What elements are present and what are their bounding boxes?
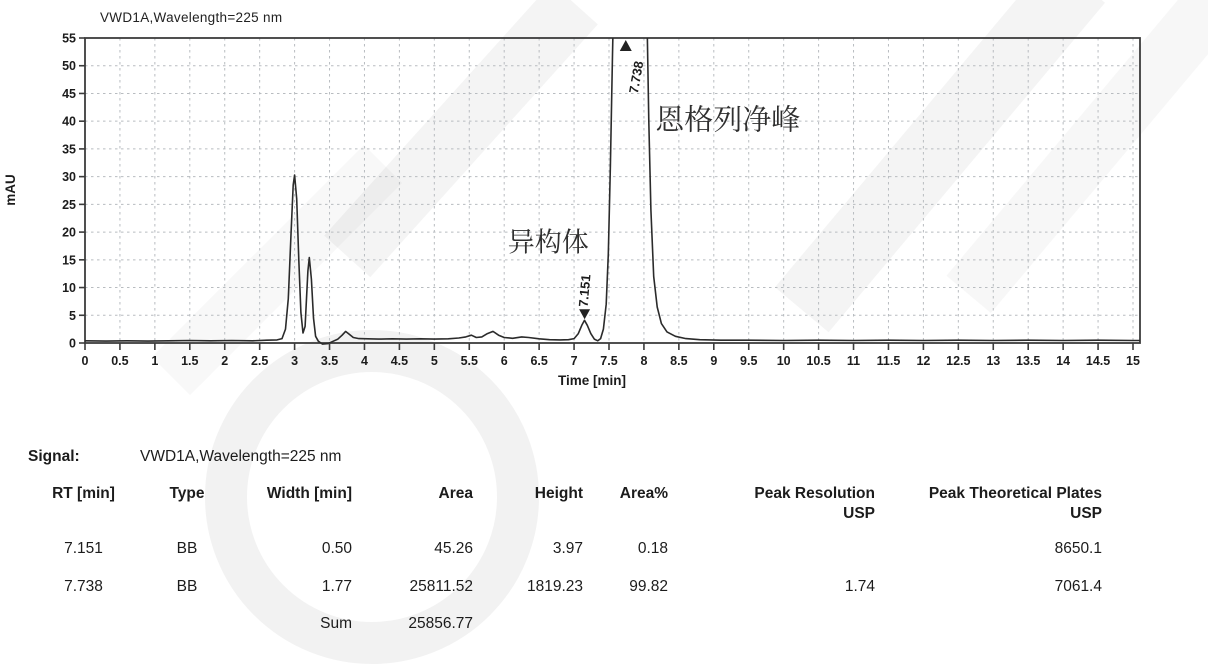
- cell-plates: 7061.4: [1054, 578, 1102, 595]
- sum-label: Sum: [320, 615, 352, 632]
- svg-text:8: 8: [640, 354, 648, 368]
- svg-text:15: 15: [62, 253, 76, 268]
- cell-height: 1819.23: [526, 578, 583, 595]
- x-axis-label: Time [min]: [557, 373, 627, 388]
- svg-text:5: 5: [69, 308, 76, 323]
- col-header-width: Width [min]: [266, 485, 352, 502]
- cell-resolution: [668, 540, 875, 562]
- svg-text:40: 40: [62, 114, 76, 129]
- svg-text:30: 30: [62, 170, 76, 185]
- svg-text:0: 0: [81, 354, 89, 368]
- col-header-rt: RT [min]: [52, 485, 115, 502]
- svg-text:0: 0: [69, 336, 76, 351]
- peak-annotation: 异构体: [507, 227, 589, 258]
- svg-text:7.151: 7.151: [575, 273, 594, 308]
- svg-text:0.5: 0.5: [111, 354, 129, 368]
- table-row: [30, 540, 1208, 562]
- sum-area: 25856.77: [408, 615, 473, 632]
- cell-rt: 7.738: [64, 578, 103, 595]
- svg-text:8.5: 8.5: [670, 354, 688, 368]
- cell-type: BB: [176, 540, 198, 557]
- svg-text:9: 9: [710, 354, 718, 368]
- svg-text:14: 14: [1056, 354, 1071, 368]
- svg-text:13: 13: [986, 354, 1001, 368]
- svg-text:4: 4: [360, 354, 368, 368]
- svg-text:5.5: 5.5: [460, 354, 478, 368]
- col-header-height: Height: [534, 485, 583, 502]
- svg-text:11: 11: [846, 354, 861, 368]
- svg-text:12: 12: [916, 354, 931, 368]
- svg-text:12.5: 12.5: [946, 354, 971, 368]
- peak-marker-7.151: [576, 274, 594, 319]
- cell-area: 25811.52: [409, 578, 473, 595]
- cell-resolution: 1.74: [844, 578, 875, 595]
- table-sum-row: [30, 615, 1208, 637]
- svg-text:45: 45: [62, 86, 76, 101]
- table-header-row: [30, 484, 1208, 524]
- svg-text:3: 3: [291, 354, 299, 368]
- svg-text:6: 6: [500, 354, 508, 368]
- y-axis: [62, 32, 85, 351]
- svg-text:3.5: 3.5: [320, 354, 339, 368]
- svg-text:5: 5: [430, 354, 438, 368]
- peak-marker-7.738: [620, 40, 647, 95]
- cell-area: 45.26: [434, 540, 473, 557]
- svg-text:14.5: 14.5: [1085, 354, 1111, 368]
- svg-text:13.5: 13.5: [1016, 354, 1041, 368]
- svg-text:7.738: 7.738: [625, 59, 647, 95]
- chart-title: VWD1A,Wavelength=225 nm: [100, 10, 283, 25]
- svg-text:50: 50: [62, 59, 76, 74]
- table-row: [30, 578, 1208, 600]
- col-header-resolution: Peak Resolution USP: [754, 485, 875, 522]
- col-header-area: Area: [438, 485, 473, 502]
- svg-text:6.5: 6.5: [530, 354, 548, 368]
- svg-text:55: 55: [62, 31, 76, 46]
- cell-width: 1.77: [321, 578, 352, 595]
- svg-text:25: 25: [62, 197, 76, 212]
- col-header-area-pct: Area%: [619, 485, 668, 502]
- cell-area-pct: 99.82: [629, 578, 668, 595]
- svg-text:2: 2: [221, 354, 229, 368]
- svg-text:10: 10: [62, 281, 76, 296]
- svg-text:2.5: 2.5: [250, 354, 269, 368]
- cell-plates: 8650.1: [1054, 540, 1102, 557]
- signal-value: VWD1A,Wavelength=225 nm: [140, 448, 342, 465]
- svg-text:35: 35: [62, 142, 76, 157]
- svg-text:11.5: 11.5: [876, 354, 901, 368]
- svg-text:4.5: 4.5: [390, 354, 409, 368]
- cell-rt: 7.151: [64, 540, 103, 557]
- cell-area-pct: 0.18: [637, 540, 668, 557]
- peak-table: [0, 443, 1208, 637]
- svg-text:1.5: 1.5: [181, 354, 199, 368]
- svg-text:20: 20: [62, 225, 76, 240]
- svg-text:7: 7: [570, 354, 578, 368]
- cell-type: BB: [176, 578, 198, 595]
- svg-text:1: 1: [151, 354, 159, 368]
- cell-height: 3.97: [552, 540, 583, 557]
- cell-width: 0.50: [321, 540, 352, 557]
- col-header-plates: Peak Theoretical Plates USP: [928, 485, 1102, 522]
- y-axis-label: mAU: [3, 174, 18, 206]
- svg-text:15: 15: [1126, 354, 1140, 368]
- col-header-type: Type: [169, 485, 205, 502]
- svg-text:10.5: 10.5: [806, 354, 831, 368]
- x-axis: [82, 343, 1140, 368]
- svg-text:7.5: 7.5: [600, 354, 618, 368]
- peak-annotation: 恩格列净峰: [655, 104, 801, 137]
- signal-trace: [85, 0, 1140, 344]
- svg-text:10: 10: [776, 354, 791, 368]
- signal-row: [28, 448, 1208, 470]
- signal-label: Signal:: [28, 448, 80, 465]
- svg-text:9.5: 9.5: [740, 354, 758, 368]
